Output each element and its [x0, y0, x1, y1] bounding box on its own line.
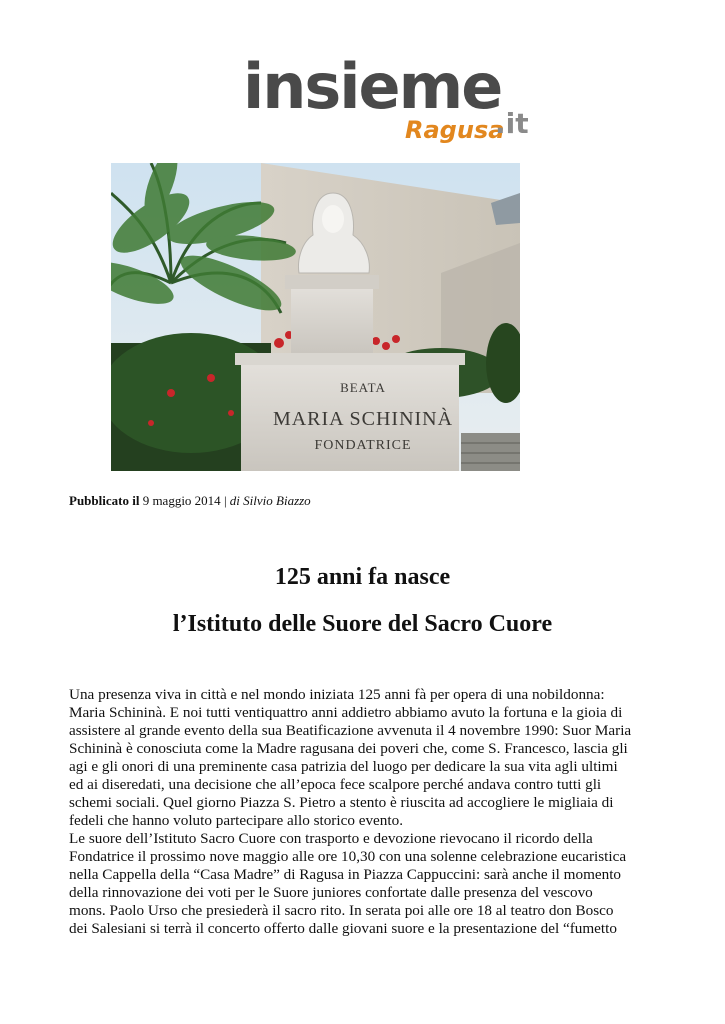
body-line: ed ai diseredati, una decisione che all’epoca fece scalpore perché andava contro tutti gli [69, 776, 602, 793]
body-line: Le suore dell’Istituto Sacro Cuore con trasporto e devozione rievocano il ricordo della [69, 830, 593, 847]
article-title-line-2: l’Istituto delle Suore del Sacro Cuore [172, 611, 553, 637]
body-line: mons. Paolo Urso che presiederà il sacro rito. In serata poi alle ore 18 al teatro don Bosco [69, 902, 614, 919]
body-line: dei Salesiani si terrà il concerto offerto dalle giovani suore e la presentazione del “fumetto [69, 920, 617, 937]
byline-separator: | [223, 493, 227, 508]
body-line: Maria Schininà. E noi tutti ventiquattro anni addietro abbiamo avuto la fortuna e la gioia di [69, 704, 623, 721]
body-line: assistere al grande evento della sua Beatificazione avvenuta il 4 novembre 1990: Suor Maria [69, 722, 632, 739]
logo-domain-text: .it [495, 107, 529, 140]
body-line: schemi sociali. Quel giorno Piazza S. Pietro a stento è riuscita ad accogliere le migliaia di [69, 794, 614, 811]
inscription-line-3: FONDATRICE [314, 438, 412, 453]
body-line: nella Cappella della “Casa Madre” di Ragusa in Piazza Cappuccini: sarà anche il momento [69, 866, 622, 883]
inscription-line-1: BEATA [340, 380, 386, 395]
body-line: agi e gli onori di una preminente casa patrizia del luogo per dedicare la sua vita agli ultimi [69, 758, 618, 775]
published-date: 9 maggio 2014 [142, 493, 221, 508]
body-line: fedeli che hanno voluto partecipare allo storico evento. [69, 812, 403, 829]
article-body [69, 686, 659, 938]
body-line: Una presenza viva in città e nel mondo iniziata 125 anni fà per opera di una nobildonna: [69, 686, 605, 703]
article-title-line-1: 125 anni fa nasce [274, 564, 451, 590]
logo-main-text: insieme [243, 50, 502, 123]
body-line: Schininà è conosciuta come la Madre ragusana dei poveri che, come S. Francesco, lascia gli [69, 740, 628, 757]
logo-city-text: Ragusa [405, 116, 505, 144]
article-byline [69, 493, 311, 509]
site-logo[interactable] [243, 50, 529, 157]
author-name: di Silvio Biazzo [229, 493, 311, 508]
inscription-line-2: MARIA SCHININÀ [272, 408, 454, 430]
article-photo [111, 163, 520, 471]
body-line: Fondatrice il prossimo nove maggio alle ore 10,30 con una solenne celebrazione eucaristica [69, 848, 627, 865]
body-line: della rinnovazione dei voti per le Suore juniores confortate dalle presenza del vescovo [69, 884, 593, 901]
published-label: Pubblicato il [69, 493, 140, 508]
